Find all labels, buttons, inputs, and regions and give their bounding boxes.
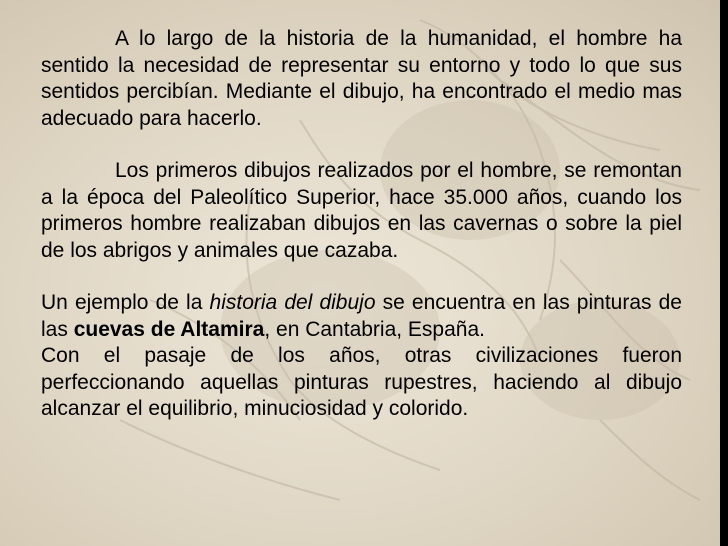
paragraph-civilizations: Con el pasaje de los años, otras civilizaciones fueron perfeccionando aquellas pinturas rupestres, haciendo al dibujo alcanzar el equilibrio, minuciosidad y colorido.	[41, 344, 682, 420]
text-block	[41, 26, 682, 423]
altamira-caves-phrase: cuevas de Altamira	[73, 317, 265, 341]
right-edge-frame	[720, 0, 728, 546]
altamira-text-start: Un ejemplo de la	[41, 291, 210, 314]
paragraph-altamira-example	[41, 290, 682, 343]
altamira-text-end: , en Cantabria, España.	[264, 317, 485, 341]
history-of-drawing-phrase: historia del dibujo	[209, 291, 376, 314]
paragraph-history-intro: A lo largo de la historia de la humanidad, el hombre ha sentido la necesidad de representar su entorno y todo lo que sus sentidos percibían. Mediante el dibujo, ha encontrado el medio mas adecuado para hacerlo.	[41, 27, 682, 130]
altamira-text-middle: se encuentra en las pinturas de las	[41, 291, 682, 341]
paragraph-first-drawings: Los primeros dibujos realizados por el hombre, se remontan a la época del Paleolítico Superior, hace 35.000 años, cuando los primeros hombre realizaban dibujos en las cavernas o sobre la piel de los abrigos y animales que cazaba.	[41, 159, 682, 262]
